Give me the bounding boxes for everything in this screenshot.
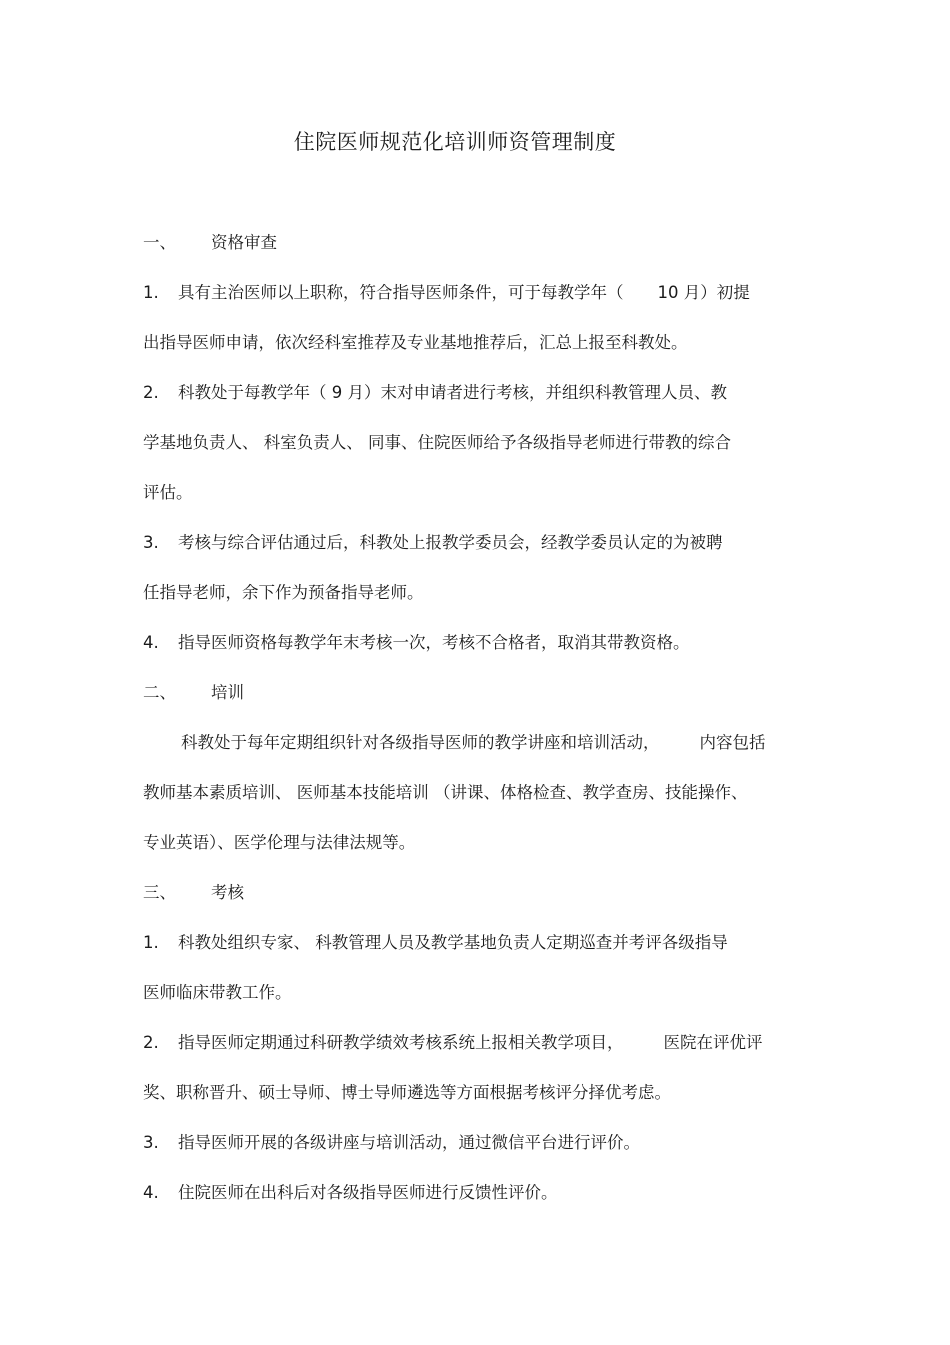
- list-item: [143, 1182, 843, 1204]
- item-number: 2.: [143, 383, 159, 402]
- item-text-continuation: 任指导老师，余下作为预备指导老师。: [143, 583, 424, 602]
- section-number: 三、: [143, 883, 176, 902]
- item-text-continuation: 医师临床带教工作。: [143, 983, 292, 1002]
- item-text: 考核与综合评估通过后，科教处上报教学委员会，经教学委员认定的为被聘: [178, 533, 723, 552]
- list-item: [143, 532, 843, 554]
- item-text: 住院医师在出科后对各级指导医师进行反馈性评价。: [178, 1183, 558, 1202]
- item-text-continuation: 评估。: [143, 483, 193, 502]
- paragraph-text: 内容包括: [699, 733, 766, 752]
- item-text: 10 月）初提: [657, 283, 750, 302]
- section-heading-text: 培训: [211, 683, 244, 702]
- item-text-continuation: 出指导医师申请，依次经科室推荐及专业基地推荐后，汇总上报至科教处。: [143, 333, 688, 352]
- paragraph-line: 教师基本素质培训、 医师基本技能培训 （讲课、体格检查、教学查房、技能操作、: [143, 783, 748, 802]
- paragraph-line: 专业英语）、医学伦理与法律法规等。: [143, 833, 416, 852]
- item-number: 2.: [143, 1033, 159, 1052]
- section-heading-2: [143, 682, 843, 704]
- list-item: [143, 632, 843, 654]
- item-text-continuation: 学基地负责人、 科室负责人、 同事、住院医师给予各级指导老师进行带教的综合: [143, 433, 731, 452]
- list-item: [143, 932, 843, 954]
- item-text: 指导医师开展的各级讲座与培训活动，通过微信平台进行评价。: [178, 1133, 640, 1152]
- section-number: 一、: [143, 233, 176, 252]
- paragraph-text: 科教处于每年定期组织针对各级指导医师的教学讲座和培训活动，: [181, 733, 660, 752]
- item-number: 4.: [143, 1183, 159, 1202]
- list-item: [143, 382, 843, 404]
- section-heading-1: [143, 232, 843, 254]
- item-text: 具有主治医师以上职称，符合指导医师条件，可于每教学年（: [178, 283, 624, 302]
- item-text: 指导医师定期通过科研教学绩效考核系统上报相关教学项目，: [178, 1033, 624, 1052]
- item-text: 科教处组织专家、 科教管理人员及教学基地负责人定期巡查并考评各级指导: [178, 933, 728, 952]
- list-item: [143, 1032, 843, 1054]
- item-number: 3.: [143, 1133, 159, 1152]
- section-heading-text: 考核: [211, 883, 244, 902]
- section-heading-3: [143, 882, 843, 904]
- item-text-continuation: 奖、职称晋升、硕士导师、博士导师遴选等方面根据考核评分择优考虑。: [143, 1083, 671, 1102]
- list-item: [143, 282, 843, 304]
- item-number: 3.: [143, 533, 159, 552]
- item-text: 医院在评优评: [663, 1033, 763, 1052]
- section-number: 二、: [143, 683, 176, 702]
- list-item: [143, 1132, 843, 1154]
- item-number: 4.: [143, 633, 159, 652]
- paragraph-line: [181, 732, 881, 754]
- document-title: 住院医师规范化培训师资管理制度: [293, 130, 617, 154]
- item-text: 科教处于每教学年（ 9 月）末对申请者进行考核，并组织科教管理人员、教: [178, 383, 727, 402]
- item-text: 指导医师资格每教学年末考核一次，考核不合格者，取消其带教资格。: [178, 633, 690, 652]
- section-heading-text: 资格审查: [211, 233, 277, 252]
- item-number: 1.: [143, 933, 159, 952]
- item-number: 1.: [143, 283, 159, 302]
